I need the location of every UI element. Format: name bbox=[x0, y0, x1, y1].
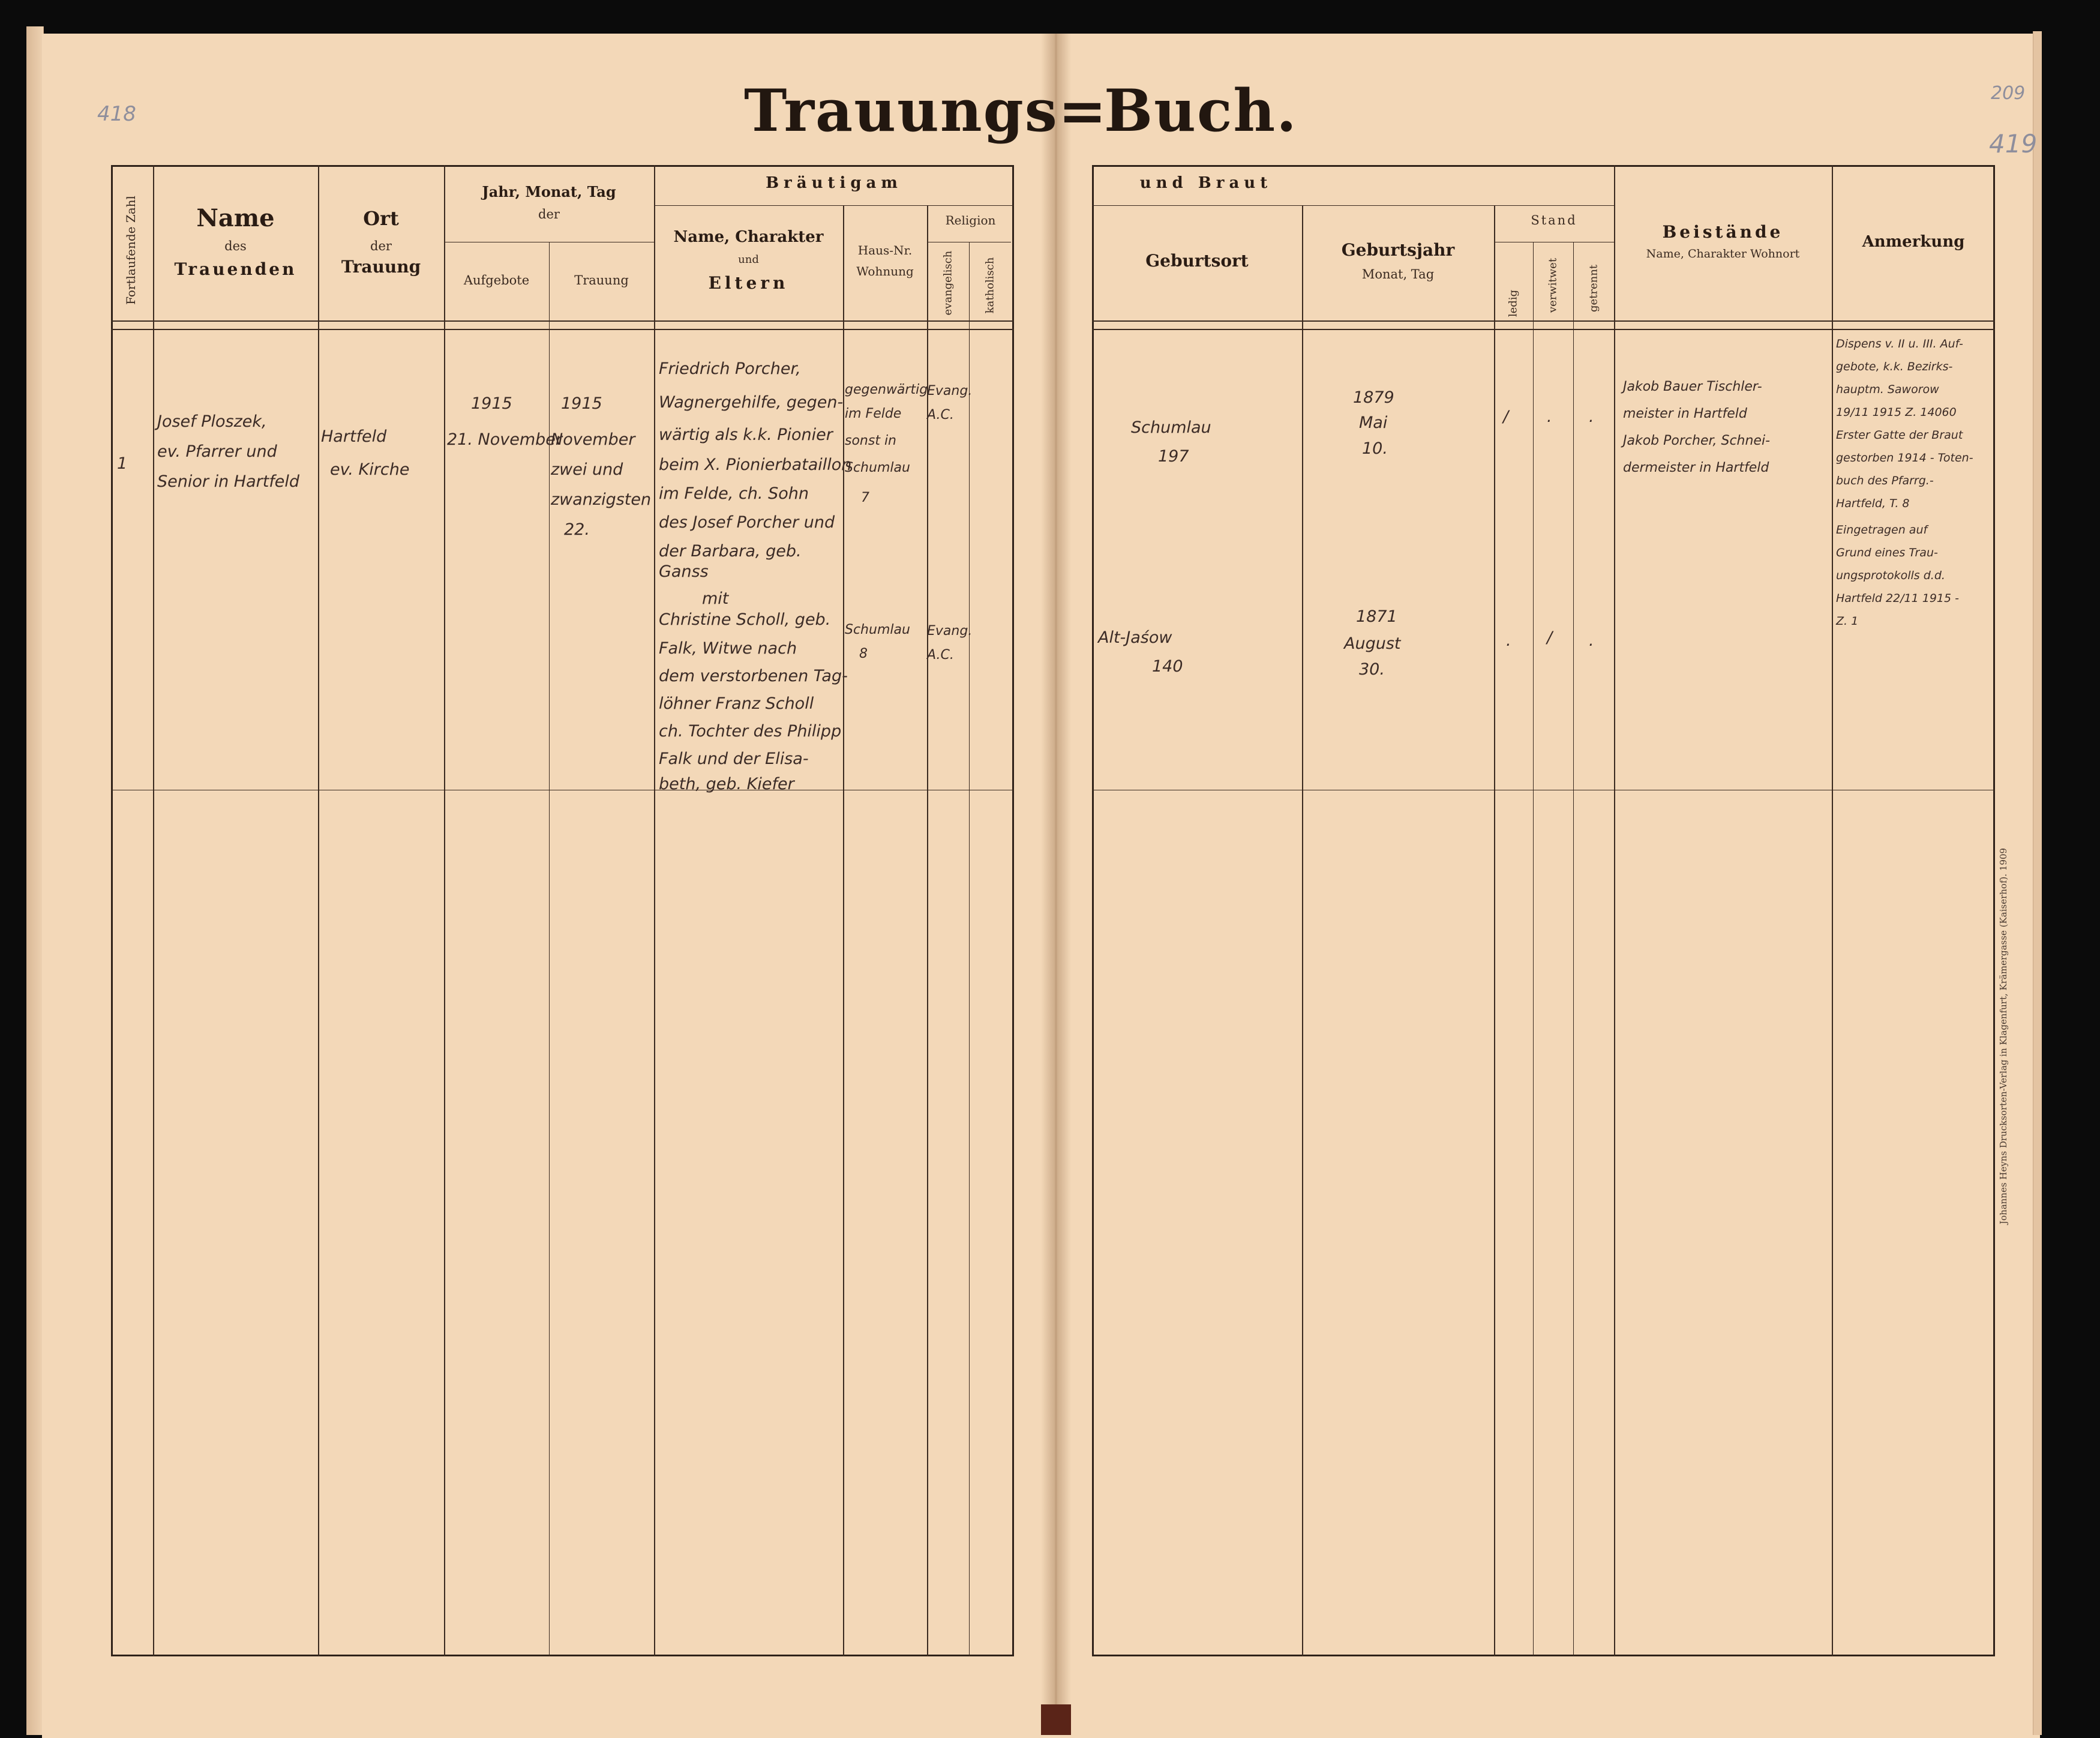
header-und-braut: und Braut bbox=[1139, 174, 1273, 192]
entry-number: 1 bbox=[117, 454, 128, 473]
bride-stand-ledig: . bbox=[1506, 631, 1511, 650]
groom-name-line-3: wärtig als k.k. Pionier bbox=[659, 425, 833, 444]
groom-name-line-6: des Josef Porcher und bbox=[659, 513, 835, 532]
aufgebote-date: 21. November bbox=[447, 430, 562, 449]
trauender-line-2: ev. Pfarrer und bbox=[157, 442, 277, 461]
groom-geburtsort-line-2: 197 bbox=[1158, 447, 1189, 466]
ort-line-1: Hartfeld bbox=[321, 427, 387, 446]
anmerkung-line-5: Erster Gatte der Braut bbox=[1836, 428, 1963, 442]
col-name bbox=[318, 165, 319, 1656]
col-beistaende bbox=[1832, 165, 1833, 1656]
header-beistaende: Beistände bbox=[1662, 222, 1784, 242]
beistaende-line-3: Jakob Porcher, Schnei- bbox=[1623, 433, 1771, 448]
bride-stand-getrennt: . bbox=[1589, 631, 1594, 650]
groom-wohnung-line-5: 7 bbox=[861, 490, 869, 505]
header-stand: Stand bbox=[1531, 213, 1577, 227]
header-trauung: Trauung bbox=[574, 273, 629, 287]
binding-strip bbox=[1041, 1704, 1071, 1735]
header-anmerkung: Anmerkung bbox=[1862, 233, 1965, 251]
bride-geburtsjahr-line-1: 1871 bbox=[1356, 607, 1397, 626]
book-title-left: Trauungs= bbox=[744, 77, 1108, 145]
trauender-line-1: Josef Ploszek, bbox=[157, 412, 267, 431]
trauung-line-4: zwanzigsten bbox=[551, 490, 652, 509]
rule-und-braut bbox=[1092, 205, 1614, 206]
groom-religion-line-1: Evang. bbox=[927, 383, 973, 398]
anmerkung-line-9: Eingetragen auf bbox=[1836, 523, 1928, 537]
anmerkung-line-12: Hartfeld 22/11 1915 - bbox=[1836, 592, 1959, 605]
beistaende-line-4: dermeister in Hartfeld bbox=[1623, 460, 1769, 475]
book-title-right: Buch. bbox=[1104, 77, 1298, 145]
bride-name-line-5: ch. Tochter des Philipp bbox=[659, 722, 842, 741]
header-wohnung: Wohnung bbox=[856, 264, 914, 278]
bride-name-line-7: beth, geb. Kiefer bbox=[659, 775, 794, 793]
bride-religion-line-2: A.C. bbox=[927, 648, 954, 663]
bride-geburtsort-line-1: Alt-Jaśow bbox=[1098, 628, 1172, 647]
groom-name-line-8: Ganss bbox=[659, 562, 709, 581]
bride-stand-verwitwet: / bbox=[1547, 628, 1553, 647]
groom-wohnung-line-3: sonst in bbox=[845, 433, 897, 448]
col-stand bbox=[1614, 165, 1615, 1656]
groom-name-line-1: Friedrich Porcher, bbox=[659, 359, 801, 378]
header-beistaende-sub: Name, Charakter Wohnort bbox=[1646, 247, 1800, 260]
trauender-line-3: Senior in Hartfeld bbox=[157, 472, 300, 491]
anmerkung-line-13: Z. 1 bbox=[1836, 615, 1859, 628]
groom-wohnung-line-1: gegenwärtig bbox=[845, 382, 928, 397]
groom-name-line-7: der Barbara, geb. bbox=[659, 542, 802, 561]
right-header-rule bbox=[1092, 320, 1995, 322]
header-aufgebote: Aufgebote bbox=[463, 273, 530, 287]
header-getrennt: getrennt bbox=[1587, 264, 1600, 313]
page-number-right-top: 209 bbox=[1991, 83, 2026, 104]
col-zahl bbox=[153, 165, 154, 1656]
trauung-year: 1915 bbox=[561, 394, 602, 413]
groom-wohnung-line-2: im Felde bbox=[845, 406, 902, 421]
right-page-edge bbox=[2033, 31, 2042, 1735]
header-geburtsjahr: Geburtsjahr bbox=[1341, 240, 1455, 260]
bride-religion-line-1: Evang. bbox=[927, 624, 973, 639]
right-header-rule-2 bbox=[1092, 329, 1995, 330]
header-eltern: Eltern bbox=[708, 273, 789, 293]
header-geburtsort: Geburtsort bbox=[1145, 251, 1249, 271]
bride-name-line-4: löhner Franz Scholl bbox=[659, 694, 814, 713]
groom-stand-ledig: / bbox=[1503, 407, 1509, 426]
header-trauenden: Trauenden bbox=[174, 259, 297, 279]
header-monat-tag: Monat, Tag bbox=[1361, 267, 1435, 281]
bride-wohnung-line-2: 8 bbox=[859, 646, 868, 661]
header-ort-trauung: Trauung bbox=[341, 257, 421, 277]
header-ledig: ledig bbox=[1507, 289, 1520, 317]
header-und: und bbox=[738, 253, 759, 266]
bride-name-line-2: Falk, Witwe nach bbox=[659, 639, 797, 658]
page-number-left: 418 bbox=[97, 102, 136, 126]
col-jahr bbox=[654, 165, 655, 1656]
header-evangelisch: evangelisch bbox=[941, 250, 955, 316]
col-verwitwet bbox=[1573, 242, 1574, 1656]
anmerkung-line-8: Hartfeld, T. 8 bbox=[1836, 497, 1910, 510]
groom-wohnung-line-4: Schumlau bbox=[845, 460, 910, 475]
beistaende-line-2: meister in Hartfeld bbox=[1623, 406, 1747, 421]
trauung-line-5: 22. bbox=[564, 520, 590, 539]
ort-line-2: ev. Kirche bbox=[330, 460, 410, 479]
col-evang bbox=[969, 242, 970, 1656]
col-ort bbox=[444, 165, 445, 1656]
book-gutter bbox=[1041, 34, 1071, 1735]
header-fortlaufende-zahl: Fortlaufende Zahl bbox=[124, 196, 138, 305]
header-name-charakter: Name, Charakter bbox=[673, 228, 824, 246]
bride-geburtsjahr-line-2: August bbox=[1344, 634, 1401, 653]
header-ort-der: der bbox=[370, 239, 392, 253]
anmerkung-line-4: 19/11 1915 Z. 14060 bbox=[1836, 406, 1957, 419]
header-jahr: Jahr, Monat, Tag bbox=[482, 183, 616, 200]
header-katholisch: katholisch bbox=[983, 257, 997, 314]
anmerkung-line-7: buch des Pfarrg.- bbox=[1836, 474, 1934, 487]
groom-religion-line-2: A.C. bbox=[927, 407, 954, 422]
groom-name-line-2: Wagnergehilfe, gegen- bbox=[659, 393, 844, 412]
bride-geburtsjahr-line-3: 30. bbox=[1359, 660, 1385, 679]
bride-name-line-6: Falk und der Elisa- bbox=[659, 750, 809, 768]
groom-stand-getrennt: . bbox=[1589, 407, 1594, 426]
left-header-rule bbox=[111, 320, 1014, 322]
groom-geburtsjahr-line-2: Mai bbox=[1359, 413, 1388, 432]
header-name-des: des bbox=[224, 239, 247, 253]
bride-name-line-3: dem verstorbenen Tag- bbox=[659, 667, 848, 685]
header-verwitwet: verwitwet bbox=[1546, 257, 1559, 313]
col-ledig bbox=[1533, 242, 1534, 1656]
mit-label: mit bbox=[702, 589, 729, 608]
groom-name-line-5: im Felde, ch. Sohn bbox=[659, 484, 809, 503]
groom-geburtsjahr-line-1: 1879 bbox=[1353, 388, 1394, 407]
col-geburtsort bbox=[1302, 205, 1303, 1656]
page-number-right: 419 bbox=[1989, 129, 2038, 158]
header-religion: Religion bbox=[945, 213, 996, 227]
bride-wohnung-line-1: Schumlau bbox=[845, 622, 910, 637]
header-braeutigam: Bräutigam bbox=[766, 174, 902, 192]
trauung-line-2: November bbox=[551, 430, 635, 449]
aufgebote-year: 1915 bbox=[471, 394, 512, 413]
header-ort: Ort bbox=[363, 207, 399, 230]
anmerkung-line-2: gebote, k.k. Bezirks- bbox=[1836, 360, 1953, 373]
groom-geburtsjahr-line-3: 10. bbox=[1362, 439, 1388, 458]
anmerkung-line-6: gestorben 1914 - Toten- bbox=[1836, 451, 1973, 465]
rule-braeutigam bbox=[654, 205, 1014, 206]
col-eltern bbox=[843, 205, 844, 1656]
anmerkung-line-11: ungsprotokolls d.d. bbox=[1836, 569, 1945, 582]
bride-name-line-1: Christine Scholl, geb. bbox=[659, 610, 831, 629]
left-header-rule-2 bbox=[111, 329, 1014, 330]
col-geburtsjahr bbox=[1494, 205, 1495, 1656]
anmerkung-line-3: hauptm. Saworow bbox=[1836, 383, 1939, 396]
anmerkung-line-1: Dispens v. II u. III. Auf- bbox=[1836, 337, 1963, 350]
header-haus-nr: Haus-Nr. bbox=[857, 243, 913, 257]
anmerkung-line-10: Grund eines Trau- bbox=[1836, 546, 1938, 559]
header-name: Name bbox=[196, 204, 275, 232]
left-page-edge bbox=[26, 26, 44, 1735]
groom-name-line-4: beim X. Pionierbataillon bbox=[659, 456, 852, 474]
printer-imprint: Johannes Heyns Drucksorten-Verlag in Klagenfurt, Krämergasse (Kaiserhof). 1909 bbox=[1998, 847, 2009, 1224]
trauung-line-3: zwei und bbox=[551, 460, 623, 479]
beistaende-line-1: Jakob Bauer Tischler- bbox=[1623, 379, 1762, 394]
header-jahr-der: der bbox=[538, 207, 560, 221]
groom-stand-verwitwet: . bbox=[1547, 407, 1552, 426]
bride-geburtsort-line-2: 140 bbox=[1152, 657, 1183, 676]
groom-geburtsort-line-1: Schumlau bbox=[1131, 418, 1211, 437]
col-aufgebote bbox=[549, 242, 550, 1656]
